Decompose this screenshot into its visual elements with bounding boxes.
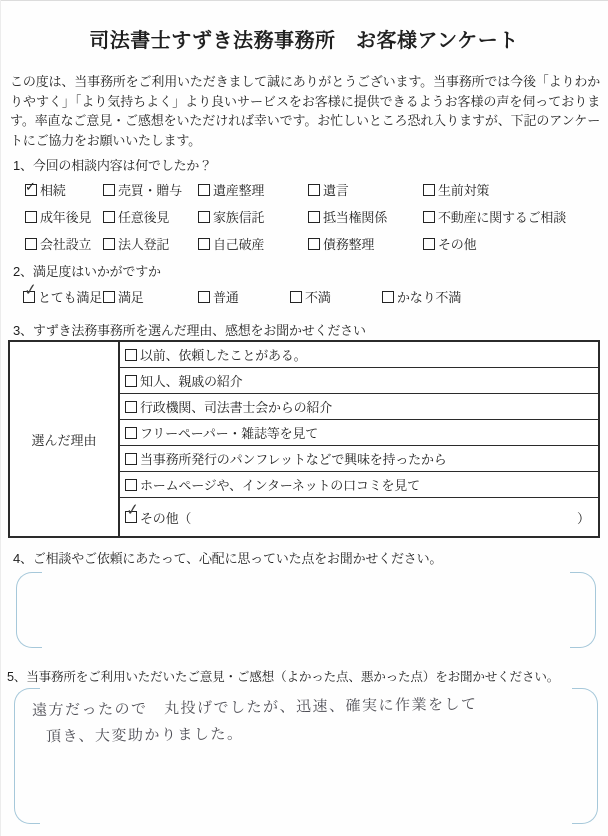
q3-option-izen-irai[interactable] <box>120 342 598 368</box>
checkbox-icon[interactable] <box>25 238 37 250</box>
q3-heading: 3、すずき法務事務所を選んだ理由、感想をお聞かせください <box>13 323 366 338</box>
q3-option-sonota[interactable] <box>120 498 598 536</box>
q1-option-nini-kouken[interactable] <box>103 207 198 226</box>
q1-option-houjin-touki[interactable] <box>103 234 198 253</box>
right-bracket-icon <box>570 572 596 648</box>
option-label: 売買・贈与 <box>118 183 183 198</box>
q1-option-kazoku-shintaku[interactable] <box>198 207 308 226</box>
closing-paren: ） <box>576 510 590 526</box>
q2-option-kanari-fuman[interactable] <box>382 287 583 306</box>
intro-paragraph: この度は、当事務所をご利用いただきまして誠にありがとうございます。当事務所では今後「よりわかりやすく」「より気持ちよく」より良いサービスをお客様に提供できるようお客様の声を伺っております。率直なご意見・ご感想をいただければ幸いです。お忙しいところ恐れ入りますが、下記のアンケートにご協力をお願いいたします。 <box>10 74 600 148</box>
q3-option-gyousei-shoukai[interactable] <box>120 394 598 420</box>
check-mark-icon: ✓ <box>23 280 39 300</box>
q1-option-kaisha-setsuritsu[interactable] <box>25 234 103 253</box>
q2-option-futsuu[interactable] <box>198 287 290 306</box>
checkbox-icon[interactable] <box>423 238 435 250</box>
q3-option-homepage[interactable] <box>120 472 598 498</box>
q1-option-jiko-hasan[interactable] <box>198 234 308 253</box>
q3-option-chijin-shoukai[interactable] <box>120 368 598 394</box>
checkbox-icon[interactable] <box>103 238 115 250</box>
checkbox-icon[interactable] <box>308 184 320 196</box>
q2-options <box>23 280 583 310</box>
option-label: 満足 <box>118 290 144 305</box>
q1-heading: 1、今回の相談内容は何でしたか？ <box>13 158 213 173</box>
q4-answer-area[interactable] <box>16 572 596 648</box>
option-label: 相続 <box>40 183 66 198</box>
option-label: かなり不満 <box>397 290 462 305</box>
option-label: その他（ <box>140 510 192 526</box>
right-bracket-icon <box>572 688 598 824</box>
q1-option-seinen-kouken[interactable] <box>25 207 103 226</box>
checkbox-icon[interactable] <box>125 427 137 439</box>
option-label: 抵当権関係 <box>323 210 388 225</box>
option-label: 成年後見 <box>40 210 92 225</box>
q1-option-baibai-zouyo[interactable] <box>103 180 198 199</box>
option-label: 生前対策 <box>438 183 490 198</box>
checkbox-icon[interactable] <box>103 291 115 303</box>
q2-option-fuman[interactable] <box>290 287 382 306</box>
checkbox-icon[interactable] <box>308 211 320 223</box>
q1-option-isan-seiri[interactable] <box>198 180 308 199</box>
checkbox-icon[interactable] <box>125 479 137 491</box>
q1-option-souzoku[interactable] <box>25 180 103 199</box>
q2-option-manzoku[interactable] <box>103 287 198 306</box>
checkbox-icon[interactable] <box>198 238 210 250</box>
option-label: 任意後見 <box>118 210 170 225</box>
check-mark-icon: ✓ <box>125 501 141 520</box>
option-label: 遺言 <box>323 183 349 198</box>
checkbox-icon[interactable] <box>23 280 39 303</box>
page-title: 司法書士すずき法務事務所 お客様アンケート <box>89 30 519 52</box>
checkbox-icon[interactable] <box>125 501 141 523</box>
checkbox-icon[interactable] <box>423 184 435 196</box>
q1-option-teitouken[interactable] <box>308 207 423 226</box>
checkbox-icon[interactable] <box>198 291 210 303</box>
q5-handwritten-line-2: 頂き、大変助かりました。 <box>45 725 244 746</box>
checkbox-icon[interactable] <box>103 211 115 223</box>
option-label: 法人登記 <box>118 237 170 252</box>
option-label: 知人、親戚の紹介 <box>140 374 243 389</box>
option-label: 以前、依頼したことがある。 <box>140 348 307 363</box>
q3-reason-table <box>8 340 600 538</box>
q1-option-saimu-seiri[interactable] <box>308 234 423 253</box>
q1-options <box>25 176 600 257</box>
option-label: 当事務所発行のパンフレットなどで興味を持ったから <box>140 452 447 467</box>
q1-option-sonota[interactable] <box>423 234 600 253</box>
checkbox-icon[interactable] <box>198 211 210 223</box>
q2-heading: 2、満足度はいかがですか <box>13 264 161 279</box>
checkbox-icon[interactable] <box>290 291 302 303</box>
q1-option-yuigon[interactable] <box>308 180 423 199</box>
q5-handwritten-line-1: 遠方だったので 丸投げでしたが、迅速、確実に作業をして <box>31 695 478 720</box>
option-label: 債務整理 <box>323 237 375 252</box>
checkbox-icon[interactable] <box>308 238 320 250</box>
q2-option-totemo-manzoku[interactable] <box>23 280 103 306</box>
q5-heading: 5、当事務所をご利用いただいたご意見・ご感想（よかった点、悪かった点）をお聞かせください。 <box>7 670 560 684</box>
option-label: 不満 <box>305 290 331 305</box>
q1-row-2 <box>25 203 600 230</box>
q4-heading: 4、ご相談やご依頼にあたって、心配に思っていた点をお聞かせください。 <box>13 551 443 566</box>
checkbox-icon[interactable] <box>382 291 394 303</box>
checkbox-icon[interactable] <box>125 453 137 465</box>
checkbox-icon[interactable] <box>103 184 115 196</box>
option-label: その他 <box>438 237 477 252</box>
option-label: 会社設立 <box>40 237 92 252</box>
option-label: 家族信託 <box>213 210 265 225</box>
q1-row-1 <box>25 176 600 203</box>
checkbox-icon[interactable] <box>125 401 137 413</box>
q3-option-pamphlet[interactable] <box>120 446 598 472</box>
option-label: 行政機関、司法書士会からの紹介 <box>140 400 333 415</box>
checkbox-icon[interactable] <box>198 184 210 196</box>
q1-option-fudousan[interactable] <box>423 207 600 226</box>
option-label: 自己破産 <box>213 237 265 252</box>
checkbox-icon[interactable] <box>25 211 37 223</box>
option-label: とても満足 <box>38 290 103 305</box>
left-bracket-icon <box>16 572 42 648</box>
q3-option-free-paper[interactable] <box>120 420 598 446</box>
q3-row-header: 選んだ理由 <box>10 342 120 536</box>
check-mark-icon: ✓ <box>25 178 36 194</box>
checkbox-icon[interactable] <box>125 349 137 361</box>
q1-row-3 <box>25 230 600 257</box>
option-label: フリーペーパー・雑誌等を見て <box>140 426 319 441</box>
checkbox-icon[interactable] <box>125 375 137 387</box>
option-label: 普通 <box>213 290 239 305</box>
checkbox-icon[interactable] <box>25 178 37 196</box>
option-label: ホームページや、インターネットの口コミを見て <box>140 478 420 493</box>
q1-option-seizen-taisaku[interactable] <box>423 180 600 199</box>
option-label: 遺産整理 <box>213 183 265 198</box>
option-label: 不動産に関するご相談 <box>438 210 567 225</box>
checkbox-icon[interactable] <box>423 211 435 223</box>
